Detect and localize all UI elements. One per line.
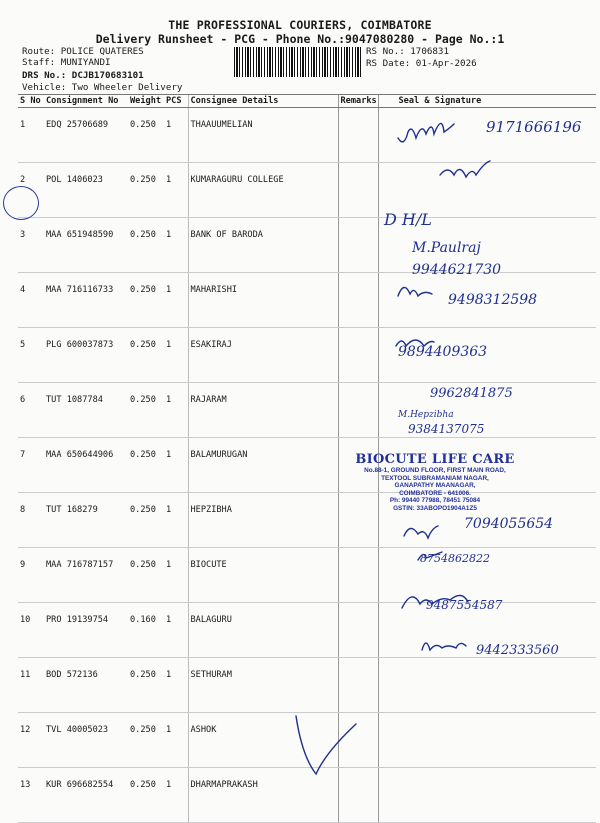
company-stamp [340,452,530,513]
stamp-line5: Ph: 99440 77988, 78451 75084 [389,497,481,505]
consignment-number: TVL 40005023 [44,713,128,768]
consignment-number: TUT 168279 [44,493,128,548]
consignee-name: BIOCUTE [188,548,338,603]
consignee-name: ASHOK [188,713,338,768]
row-sno: 11 [18,658,44,713]
consignee-name: BALAGURU [188,603,338,658]
company-title: THE PROFESSIONAL COURIERS, COIMBATORE [168,18,432,32]
row4-phone: 9944621730 [412,262,502,278]
row6-phone: 9894409363 [398,344,488,360]
consignment-number: BOD 572136 [44,658,128,713]
route-label: Route: POLICE QUATERES [22,46,144,57]
pieces: 1 [164,273,188,328]
consignee-name: DHARMAPRAKASH [188,768,338,823]
weight: 0.250 [128,108,164,163]
consignee-name: BANK OF BARODA [188,218,338,273]
row5-phone: 9498312598 [448,292,538,308]
stamp-line1: No.88-1, GROUND FLOOR, FIRST MAIN ROAD, [364,467,506,474]
signature-row5 [398,287,432,296]
pieces: 1 [164,438,188,493]
row-sno: 1 [18,108,44,163]
consignee-name: MAHARISHI [188,273,338,328]
consignee-name: THAAUUMELIAN [188,108,338,163]
stamp-name: BIOCUTE LIFE CARE [355,452,515,467]
row-sno: 13 [18,768,44,823]
pieces: 1 [164,603,188,658]
consignee-name: RAJARAM [188,383,338,438]
check-mark [296,716,356,774]
consignment-number: MAA 716116733 [44,273,128,328]
stamp-line4: COIMBATORE - 641006. [399,489,471,497]
row12-phone: 9487554587 [426,598,503,612]
row10-phone: 7094055654 [464,516,554,532]
signature-row2 [440,161,490,177]
row8-phone: 9384137075 [408,422,485,436]
pieces: 1 [164,493,188,548]
weight: 0.250 [128,163,164,218]
pieces: 1 [164,163,188,218]
weight: 0.160 [128,603,164,658]
pieces: 1 [164,548,188,603]
stamp-line2: TEXTOOL SUBRAMANIAM NAGAR, [381,474,489,482]
consignment-number: EDQ 25706689 [44,108,128,163]
consignment-number: POL 1406023 [44,163,128,218]
row-sno: 3 [18,218,44,273]
row7-phone: 9962841875 [430,386,513,401]
pieces: 1 [164,713,188,768]
weight: 0.250 [128,328,164,383]
col-sno: S No [18,95,44,108]
col-weight: Weight [128,95,164,108]
weight: 0.250 [128,438,164,493]
row-sno: 12 [18,713,44,768]
consignee-name: SETHURAM [188,658,338,713]
row4-note: D H/L [384,210,432,229]
consignment-number: PLG 600037873 [44,328,128,383]
row-sno: 7 [18,438,44,493]
runsheet-title: Delivery Runsheet - PCG - Phone No.:9047080280 - Page No.:1 [95,32,505,46]
stamp-line6: GSTIN: 33ABOPO1904A1Z5 [393,504,477,512]
consignee-name: ESAKIRAJ [188,328,338,383]
col-pcs: PCS [164,95,188,108]
row-sno: 10 [18,603,44,658]
consignment-number: TUT 1087784 [44,383,128,438]
pieces: 1 [164,768,188,823]
vehicle-label: Vehicle: Two Wheeler Delivery [22,82,183,93]
col-consignment: Consignment No [44,95,128,108]
weight: 0.250 [128,713,164,768]
row13-phone: 9442333560 [476,643,559,658]
weight: 0.250 [128,768,164,823]
row4-name: M.Paulraj [412,240,481,256]
col-remarks: Remarks [338,95,378,108]
row-sno: 2 [18,163,44,218]
signature-row10 [404,526,438,538]
row8-name: M.Hepzibha [398,410,454,420]
consignee-name: BALAMURUGAN [188,438,338,493]
pieces: 1 [164,658,188,713]
row-sno: 8 [18,493,44,548]
consignee-name: KUMARAGURU COLLEGE [188,163,338,218]
weight: 0.250 [128,273,164,328]
row11-phone: 8754862822 [420,552,490,565]
weight: 0.250 [128,493,164,548]
drs-number: DRS No.: DCJB170683101 [22,70,144,81]
pieces: 1 [164,383,188,438]
weight: 0.250 [128,548,164,603]
rs-date: RS Date: 01-Apr-2026 [366,58,477,69]
pieces: 1 [164,218,188,273]
weight: 0.250 [128,218,164,273]
row1-phone: 9171666196 [486,118,582,136]
pieces: 1 [164,328,188,383]
staff-label: Staff: MUNIYANDI [22,57,111,68]
consignment-number: MAA 651948590 [44,218,128,273]
weight: 0.250 [128,383,164,438]
consignment-number: MAA 650644906 [44,438,128,493]
stamp-line3: GANAPATHY MAANAGAR, [394,482,476,490]
consignment-number: KUR 696682554 [44,768,128,823]
signature-row1 [398,123,454,141]
consignment-number: MAA 716787157 [44,548,128,603]
consignee-name: HEPZIBHA [188,493,338,548]
row-sno: 4 [18,273,44,328]
col-consignee: Consignee Details [188,95,338,108]
row-sno: 5 [18,328,44,383]
weight: 0.250 [128,658,164,713]
col-seal-signature: Seal & Signature [378,95,596,108]
rs-number: RS No.: 1706831 [366,46,449,57]
row-sno: 9 [18,548,44,603]
signature-row13 [422,643,466,650]
consignment-number: PRO 19139754 [44,603,128,658]
pieces: 1 [164,108,188,163]
row-sno: 6 [18,383,44,438]
